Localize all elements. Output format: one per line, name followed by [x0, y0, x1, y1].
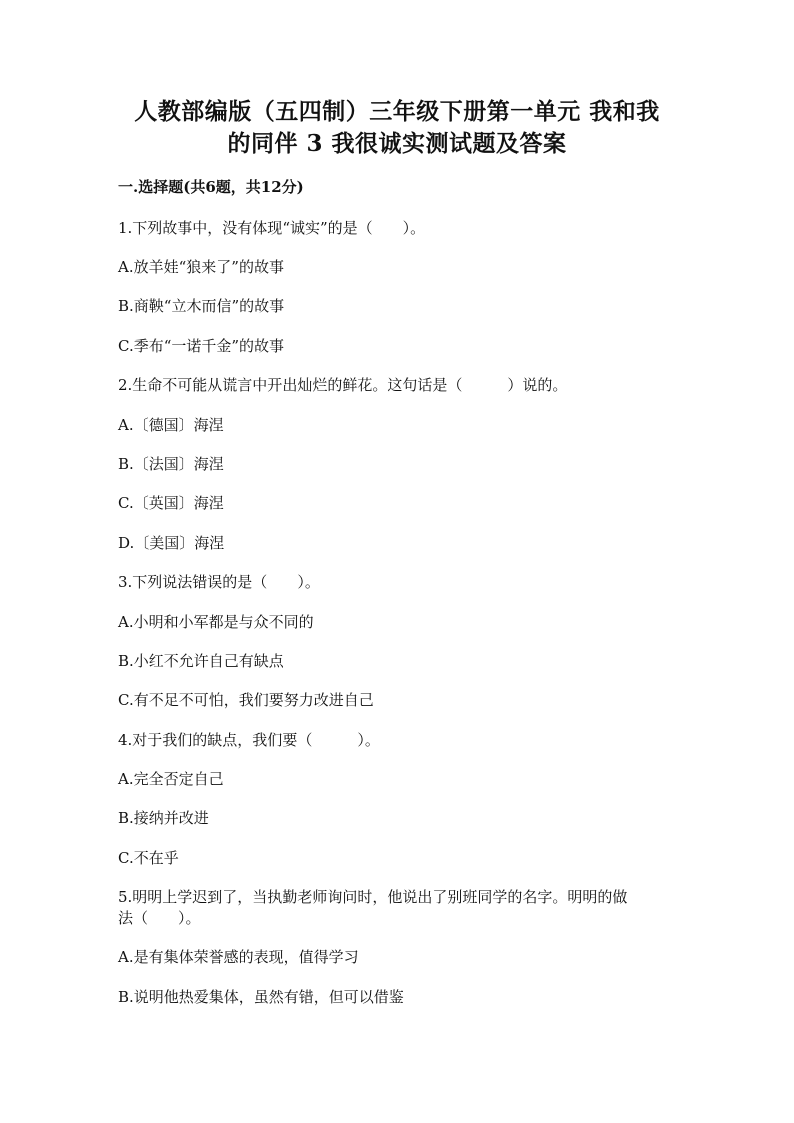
question-2-stem: 2.生命不可能从谎言中开出灿烂的鲜花。这句话是（ ）说的。	[118, 376, 568, 394]
question-3-option-a: A.小明和小军都是与众不同的	[118, 613, 314, 631]
question-2-option-c: C.〔英国〕海涅	[118, 494, 224, 512]
question-5-option-a: A.是有集体荣誉感的表现，值得学习	[118, 948, 359, 966]
question-2-option-d: D.〔美国〕海涅	[118, 534, 225, 552]
question-1-option-c: C.季布“一诺千金”的故事	[118, 337, 285, 355]
question-1-stem: 1.下列故事中，没有体现“诚实”的是（ ）。	[118, 219, 426, 237]
question-3-stem: 3.下列说法错误的是（ ）。	[118, 573, 320, 591]
question-1-option-b: B.商鞅“立木而信”的故事	[118, 297, 285, 315]
question-5-stem-line-1: 5.明明上学迟到了，当执勤老师询问时，他说出了别班同学的名字。明明的做	[118, 888, 628, 906]
question-2-option-b: B.〔法国〕海涅	[118, 455, 224, 473]
question-3-option-c: C.有不足不可怕，我们要努力改进自己	[118, 691, 374, 709]
document-title-line-1: 人教部编版（五四制）三年级下册第一单元 我和我	[134, 98, 660, 125]
question-4-option-b: B.接纳并改进	[118, 809, 209, 827]
question-2-option-a: A.〔德国〕海涅	[118, 416, 224, 434]
section-heading: 一.选择题(共6题，共12分)	[118, 178, 304, 196]
question-5-option-b: B.说明他热爱集体，虽然有错，但可以借鉴	[118, 988, 404, 1006]
question-4-option-a: A.完全否定自己	[118, 770, 224, 788]
question-4-option-c: C.不在乎	[118, 849, 179, 867]
question-1-option-a: A.放羊娃“狼来了”的故事	[118, 258, 284, 276]
document-title-line-2: 的同伴 3 我很诚实测试题及答案	[227, 130, 567, 157]
question-4-stem: 4.对于我们的缺点，我们要（ ）。	[118, 731, 380, 749]
question-5-stem-line-2: 法（ ）。	[118, 909, 201, 927]
question-3-option-b: B.小红不允许自己有缺点	[118, 652, 284, 670]
